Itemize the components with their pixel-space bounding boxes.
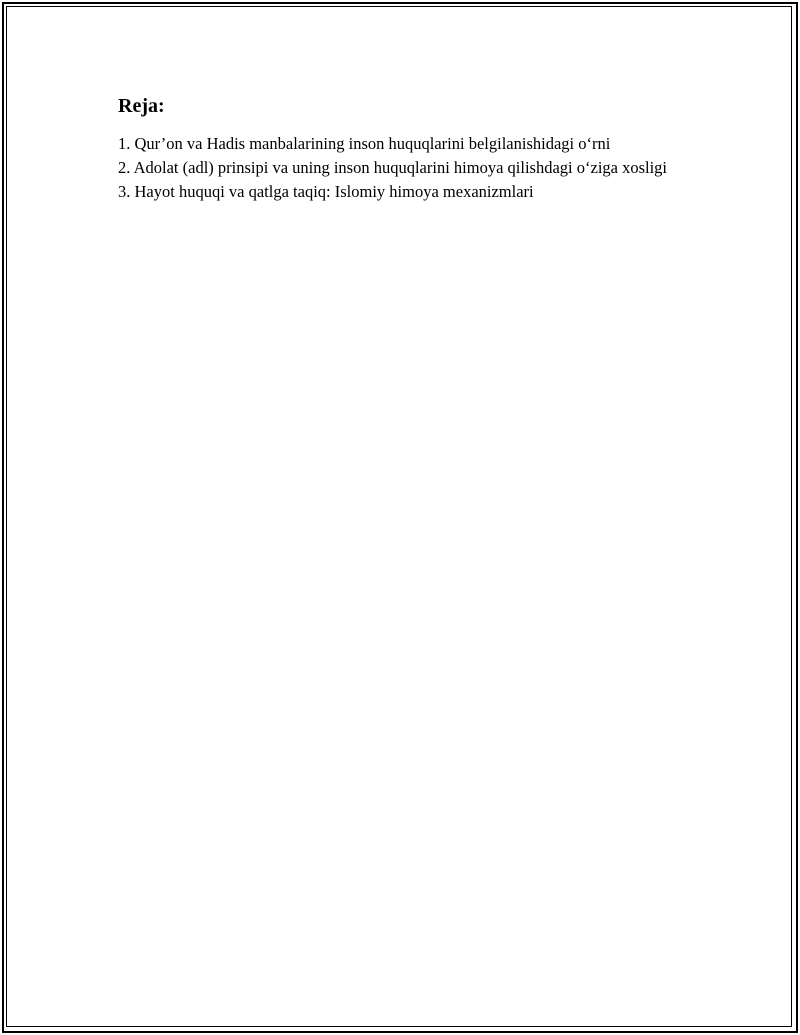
plan-list	[118, 132, 688, 204]
plan-heading: Reja:	[118, 95, 165, 117]
plan-item-2: 2. Adolat (adl) prinsipi va uning inson huquqlarini himoya qilishdagi o‘ziga xosligi	[118, 158, 668, 177]
plan-item-1: 1. Qur’on va Hadis manbalarining inson huquqlarini belgilanishidagi o‘rni	[118, 134, 611, 153]
document-body	[118, 94, 688, 204]
plan-item-3: 3. Hayot huquqi va qatlga taqiq: Islomiy himoya mexanizmlari	[118, 182, 534, 201]
